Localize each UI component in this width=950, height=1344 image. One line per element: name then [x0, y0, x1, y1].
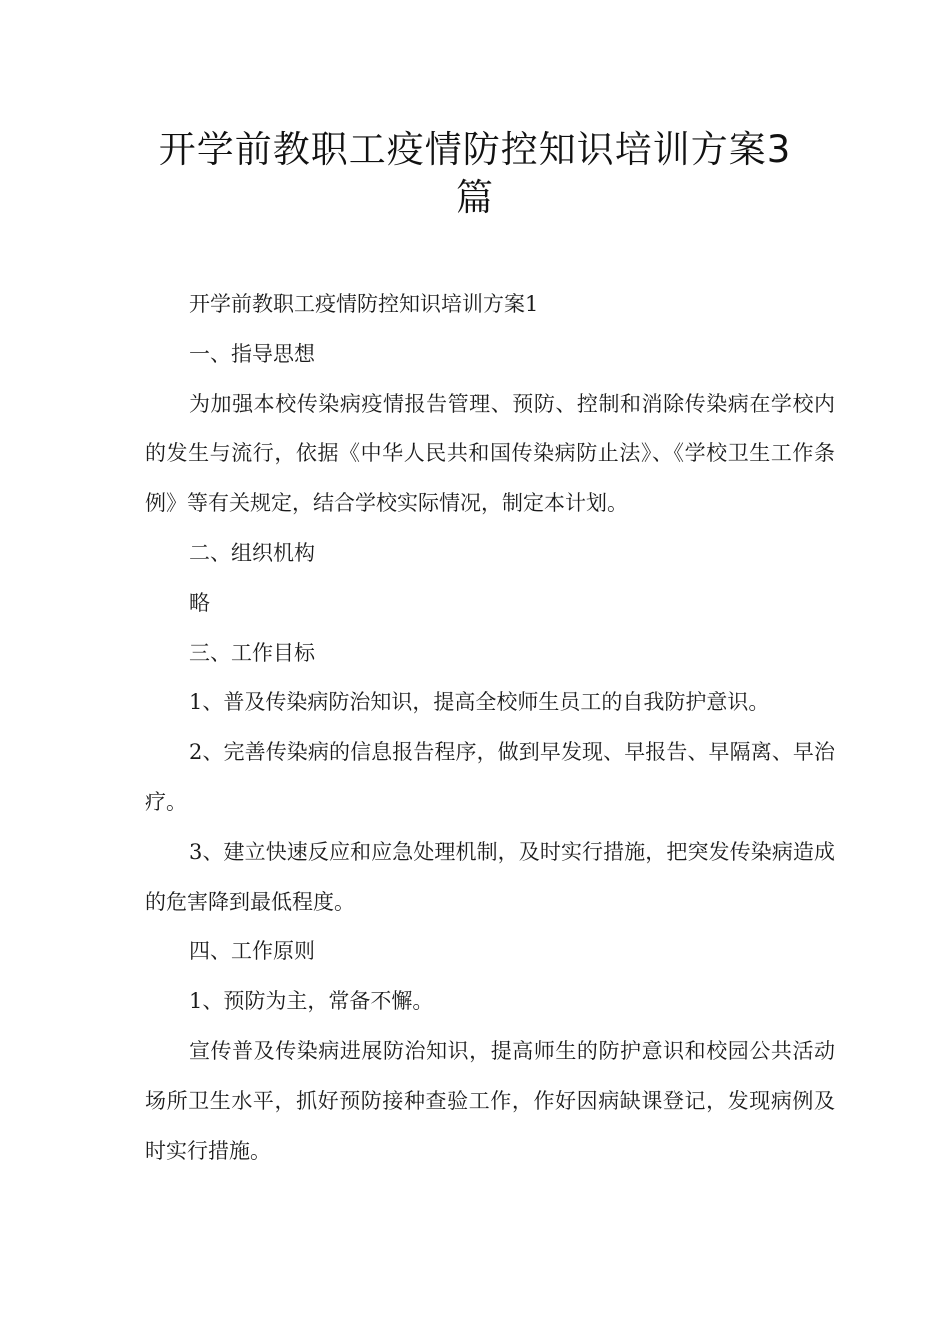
document-body [145, 280, 835, 1176]
section-heading: 二、组织机构 [189, 540, 315, 565]
list-item: 3、建立快速反应和应急处理机制，及时实行措施，把突发传染病造成的危害降到最低程度。 [145, 839, 835, 914]
section-heading: 一、指导思想 [189, 341, 315, 366]
section-heading: 开学前教职工疫情防控知识培训方案1 [189, 292, 539, 316]
list-item: 1、普及传染病防治知识，提高全校师生员工的自我防护意识。 [189, 690, 770, 715]
section-heading: 四、工作原则 [189, 939, 315, 964]
list-item: 1、预防为主，常备不懈。 [189, 989, 434, 1014]
section-heading: 三、工作目标 [189, 640, 315, 665]
body-paragraph: 略 [189, 590, 210, 615]
list-item: 2、完善传染病的信息报告程序，做到早发现、早报告、早隔离、早治疗。 [145, 740, 835, 814]
body-paragraph: 为加强本校传染病疫情报告管理、预防、控制和消除传染病在学校内的发生与流行，依据《中华人民共和国传染病防止法》、《学校卫生工作条例》等有关规定，结合学校实际情况，制定本计划。 [145, 391, 835, 516]
document-title: 开学前教职工疫情防控知识培训方案3篇 [158, 128, 792, 219]
body-paragraph: 宣传普及传染病进展防治知识，提高师生的防护意识和校园公共活动场所卫生水平，抓好预防接种查验工作，作好因病缺课登记，发现病例及时实行措施。 [145, 1038, 835, 1163]
